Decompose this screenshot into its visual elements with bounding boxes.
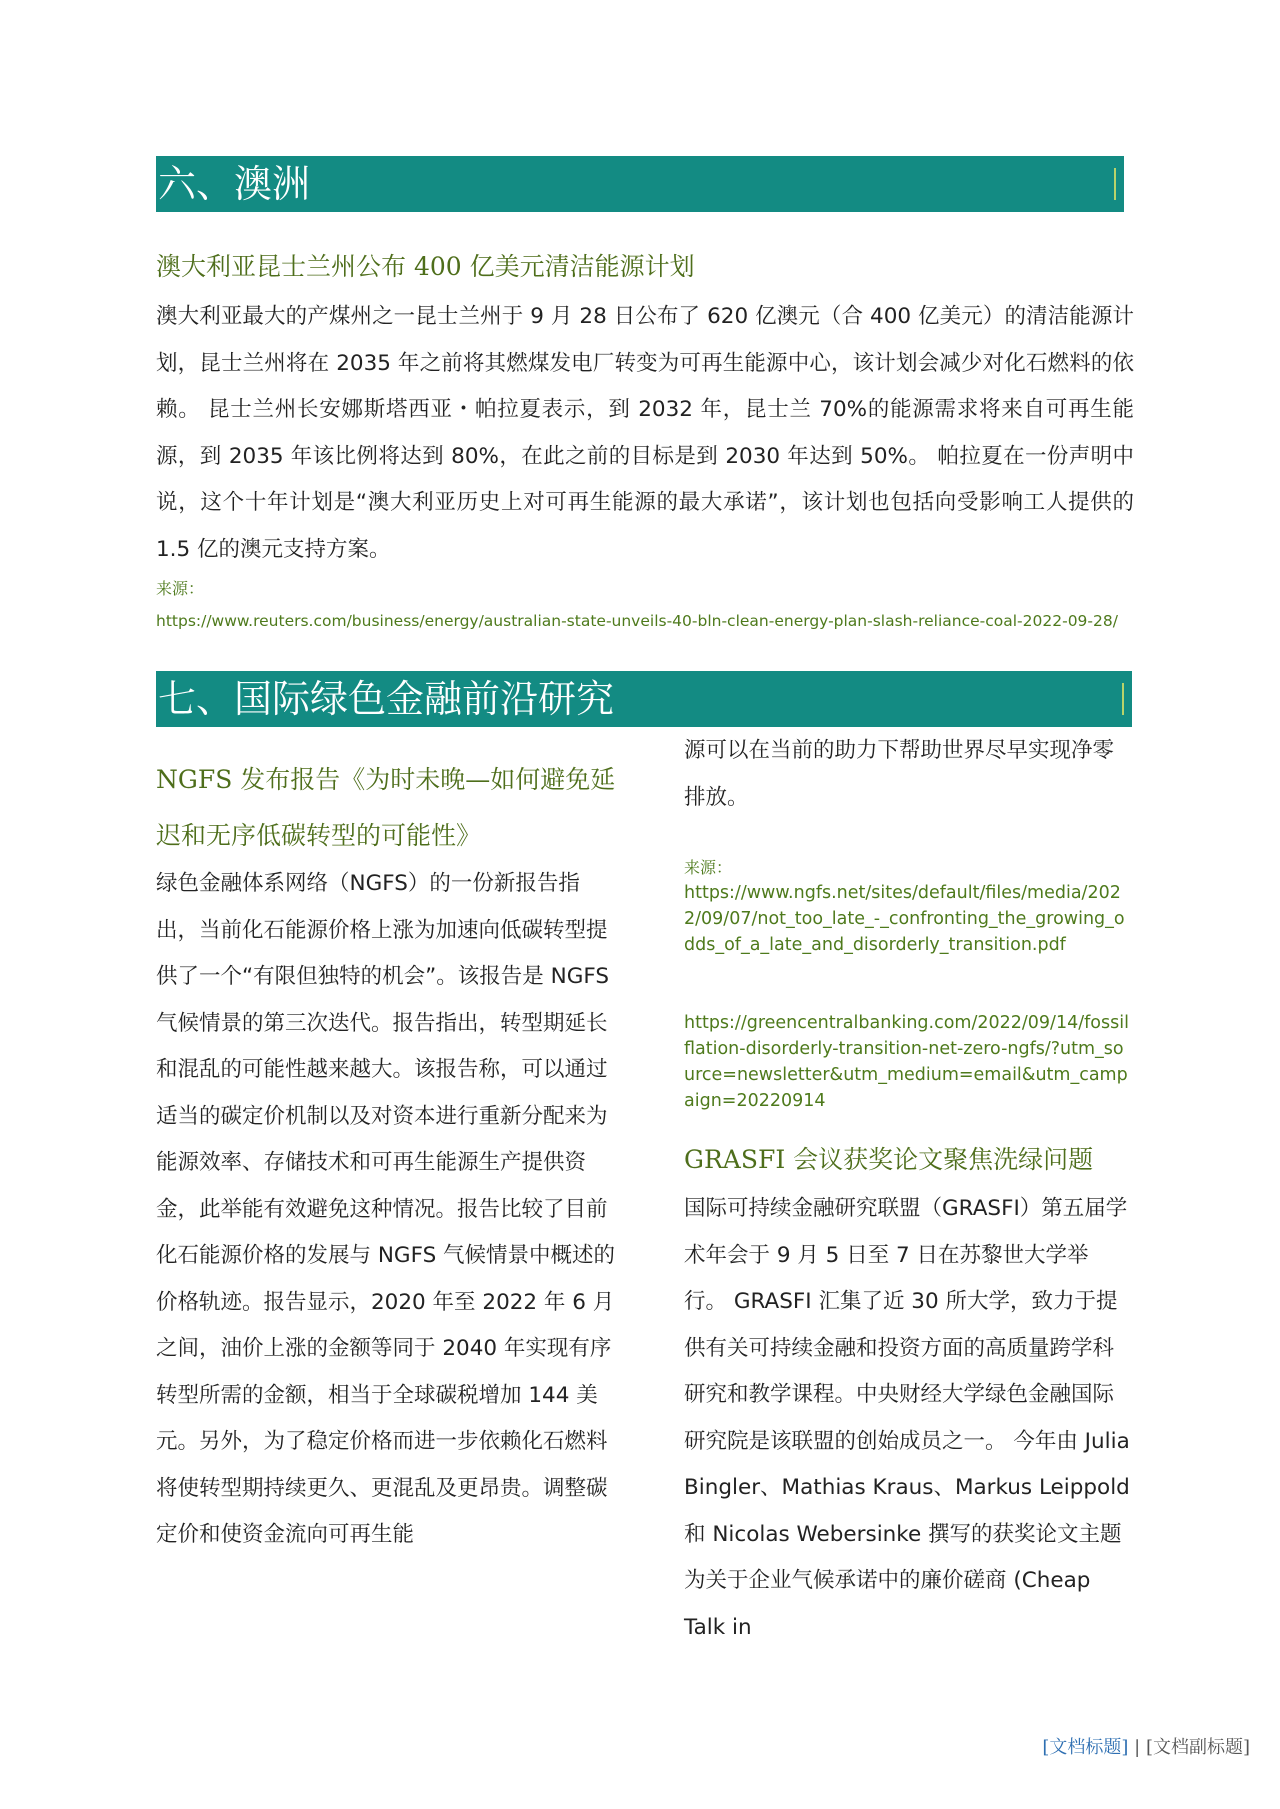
ngfs-article-heading: NGFS 发布报告《为时未晚—如何避免延迟和无序低碳转型的可能性》 [156, 765, 616, 850]
banner-accent-bar [1114, 168, 1116, 200]
ngfs-source-label: 来源： [684, 858, 733, 877]
footer-separator: | [1128, 1737, 1146, 1758]
grasfi-article-body: 国际可持续金融研究联盟（GRASFI）第五届学术年会于 9 月 5 日至 7 日在苏黎世大学举行。 GRASFI 汇集了近 30 所大学，致力于提供有关可持续金融和投资方面的高质量跨学科研究和教学课程。中央财经大学绿色金融国际研究院是该联盟的创始成员之一。 今年由 Julia Bingler、Mathias Kraus、Markus Leippold 和 Nicolas Webersinke 撰写的获奖论文主题为关于企业气候承诺中的廉价磋商 (Cheap Talk in [684, 1196, 1130, 1640]
section-6-title: 六、澳洲 [158, 162, 311, 206]
footer-doc-subtitle[interactable]: [文档副标题] [1145, 1737, 1250, 1758]
ngfs-article-body-continued: 源可以在当前的助力下帮助世界尽早实现净零排放。 [684, 738, 1115, 810]
grasfi-article-heading: GRASFI 会议获奖论文聚焦洗绿问题 [684, 1145, 1094, 1174]
ngfs-source-link-1[interactable]: https://www.ngfs.net/sites/default/files/media/2022/09/07/not_too_late_-_confronting_the_growing_odds_of_a_late_and_disorderly_transition.pdf [684, 883, 1125, 955]
section-7-banner [156, 671, 1132, 727]
ngfs-source-link-2[interactable]: https://greencentralbanking.com/2022/09/14/fossilflation-disorderly-transition-net-zero-ngfs/?utm_source=newsletter&utm_medium=email&utm_campaign=20220914 [684, 1013, 1129, 1111]
section-7-title: 七、国际绿色金融前沿研究 [158, 677, 615, 721]
ngfs-article-body: 绿色金融体系网络（NGFS）的一份新报告指出，当前化石能源价格上涨为加速向低碳转型提供了一个“有限但独特的机会”。该报告是 NGFS 气候情景的第三次迭代。报告指出，转型期延长和混乱的可能性越来越大。该报告称，可以通过适当的碳定价机制以及对资本进行重新分配来为能源效率、存储技术和可再生能源生产提供资金，此举能有效避免这种情况。报告比较了目前化石能源价格的发展与 NGFS 气候情景中概述的价格轨迹。报告显示，2020 年至 2022 年 6 月之间，油价上涨的金额等同于 2040 年实现有序转型所需的金额，相当于全球碳税增加 144 美元。另外，为了稳定价格而进一步依赖化石燃料将使转型期持续更久、更混乱及更昂贵。调整碳定价和使资金流向可再生能 [156, 871, 616, 1547]
footer-doc-title[interactable]: [文档标题] [1042, 1737, 1129, 1758]
queensland-source-link[interactable]: https://www.reuters.com/business/energy/australian-state-unveils-40-bln-clean-energy-plan-slash-reliance-coal-2022-09-28/ [156, 612, 1118, 630]
queensland-article-body: 澳大利亚最大的产煤州之一昆士兰州于 9 月 28 日公布了 620 亿澳元（合 400 亿美元）的清洁能源计划，昆士兰州将在 2035 年之前将其燃煤发电厂转变为可再生能源中心，该计划会减少对化石燃料的依赖。 昆士兰州长安娜斯塔西亚・帕拉夏表示，到 2032 年，昆士兰 70%的能源需求将来自可再生能源，到 2035 年该比例将达到 80%，在此之前的目标是到 2030 年达到 50%。 帕拉夏在一份声明中说，这个十年计划是“澳大利亚历史上对可再生能源的最大承诺”，该计划也包括向受影响工人提供的 1.5 亿的澳元支持方案。 [156, 304, 1134, 562]
banner-accent-bar [1122, 683, 1124, 715]
section-6-banner [156, 156, 1124, 212]
queensland-article-heading: 澳大利亚昆士兰州公布 400 亿美元清洁能源计划 [156, 252, 695, 281]
queensland-source-label: 来源： [156, 579, 205, 598]
page-footer [1042, 1733, 1250, 1759]
